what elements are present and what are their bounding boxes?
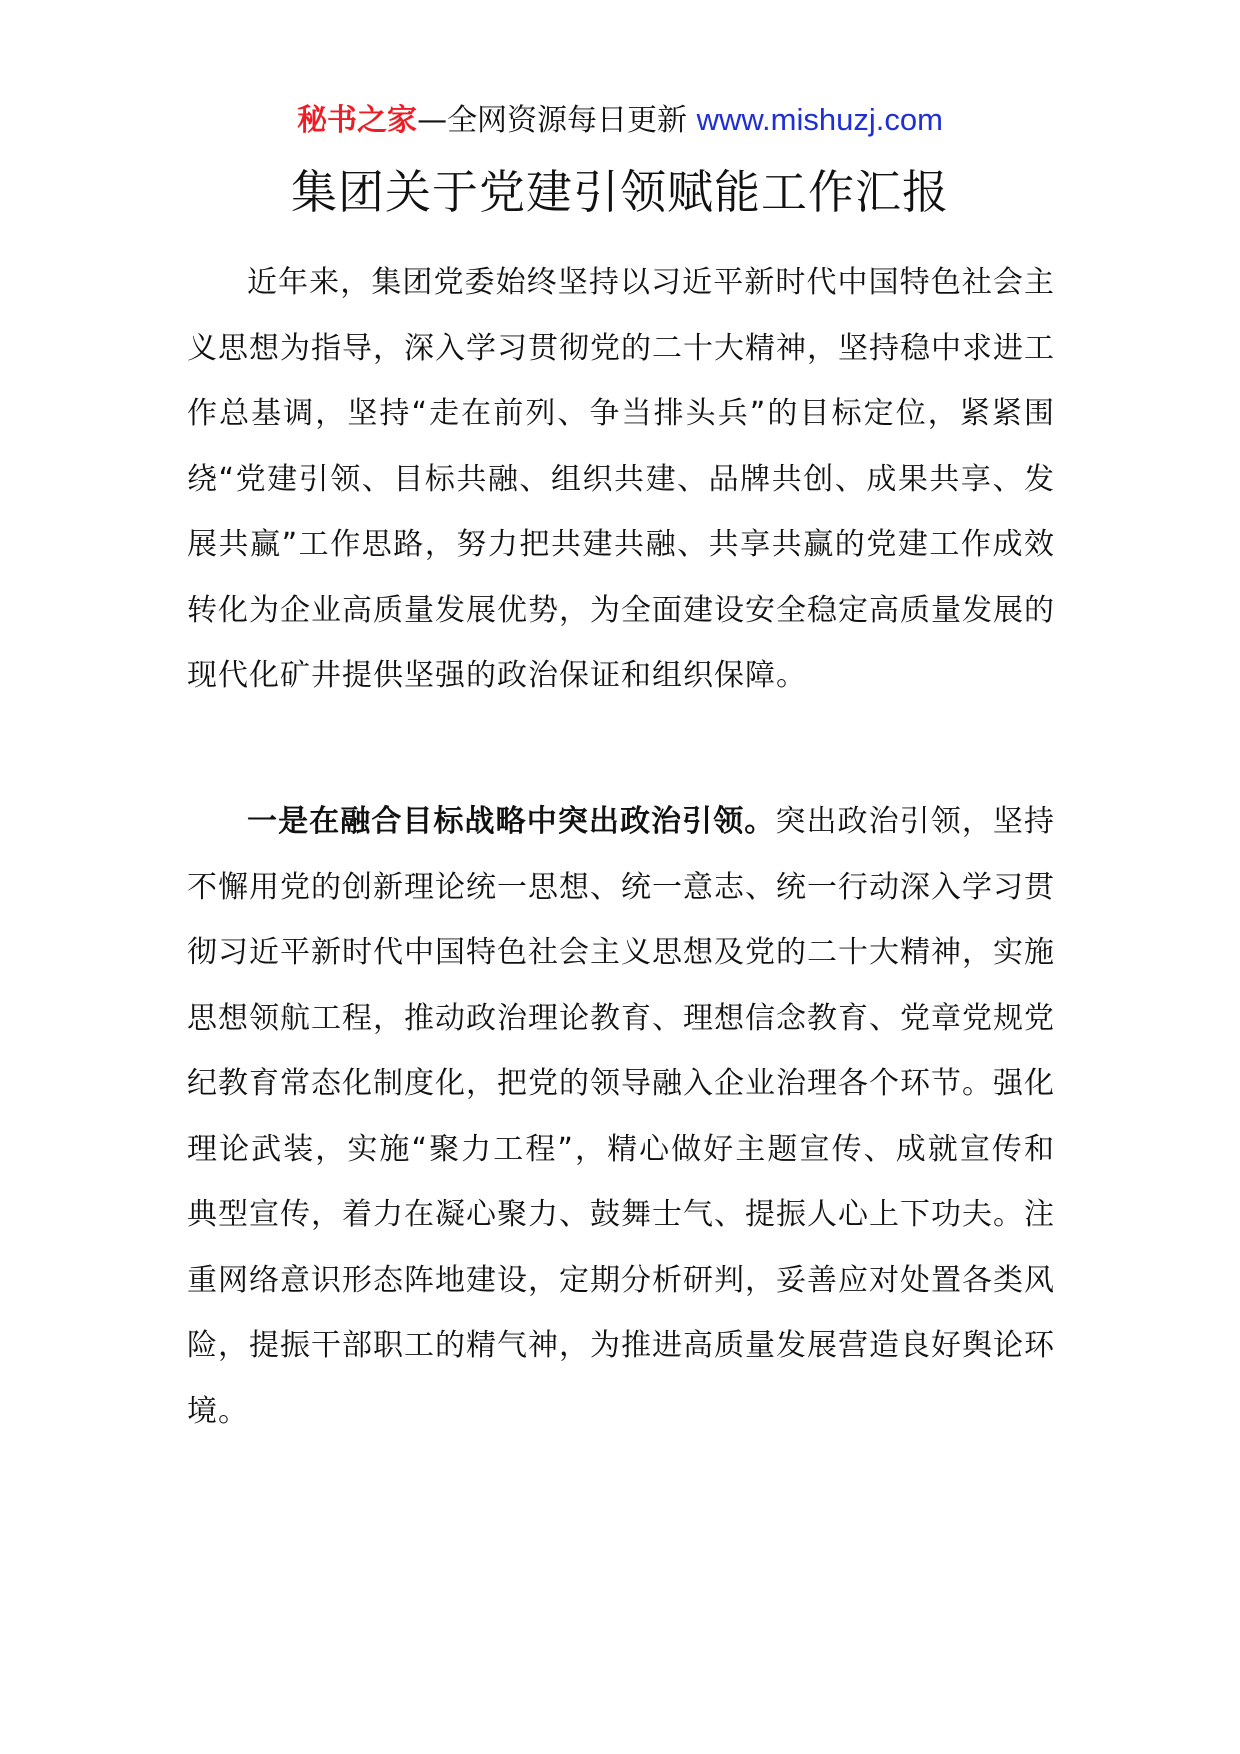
paragraph-point-one-text: 突出政治引领，坚持不懈用党的创新理论统一思想、统一意志、统一行动深入学习贯彻习近平新时代中国特色社会主义思想及党的二十大精神，实施思想领航工程，推动政治理论教育、理想信念教育、党章党规党纪教育常态化制度化，把党的领导融入企业治理各个环节。强化理论武装，实施“聚力工程”，精心做好主题宣传、成就宣传和典型宣传，着力在凝心聚力、鼓舞士气、提振人心上下功夫。注重网络意识形态阵地建设，定期分析研判，妥善应对处置各类风险，提振干部职工的精气神，为推进高质量发展营造良好舆论环境。 bbox=[187, 804, 1055, 1429]
site-url-link[interactable]: www.mishuzj.com bbox=[696, 102, 943, 137]
site-brand: 秘书之家 bbox=[297, 103, 418, 138]
paragraph-intro-text: 近年来，集团党委始终坚持以习近平新时代中国特色社会主义思想为指导，深入学习贯彻党的二十大精神，坚持稳中求进工作总基调，坚持“走在前列、争当排头兵”的目标定位，紧紧围绕“党建引领、目标共融、组织共建、品牌共创、成果共享、发展共赢”工作思路，努力把共建共融、共享共赢的党建工作成效转化为企业高质量发展优势，为全面建设安全稳定高质量发展的现代化矿井提供坚强的政治保证和组织保障。 bbox=[187, 265, 1055, 693]
site-tagline: —全网资源每日更新 bbox=[417, 103, 697, 138]
paragraph-intro bbox=[187, 250, 1055, 709]
site-banner bbox=[0, 100, 1240, 141]
document-title: 集团关于党建引领赋能工作汇报 bbox=[291, 165, 949, 219]
paragraph-point-one bbox=[187, 789, 1055, 1444]
paragraph-point-one-lead: 一是在融合目标战略中突出政治引领。 bbox=[247, 804, 776, 839]
